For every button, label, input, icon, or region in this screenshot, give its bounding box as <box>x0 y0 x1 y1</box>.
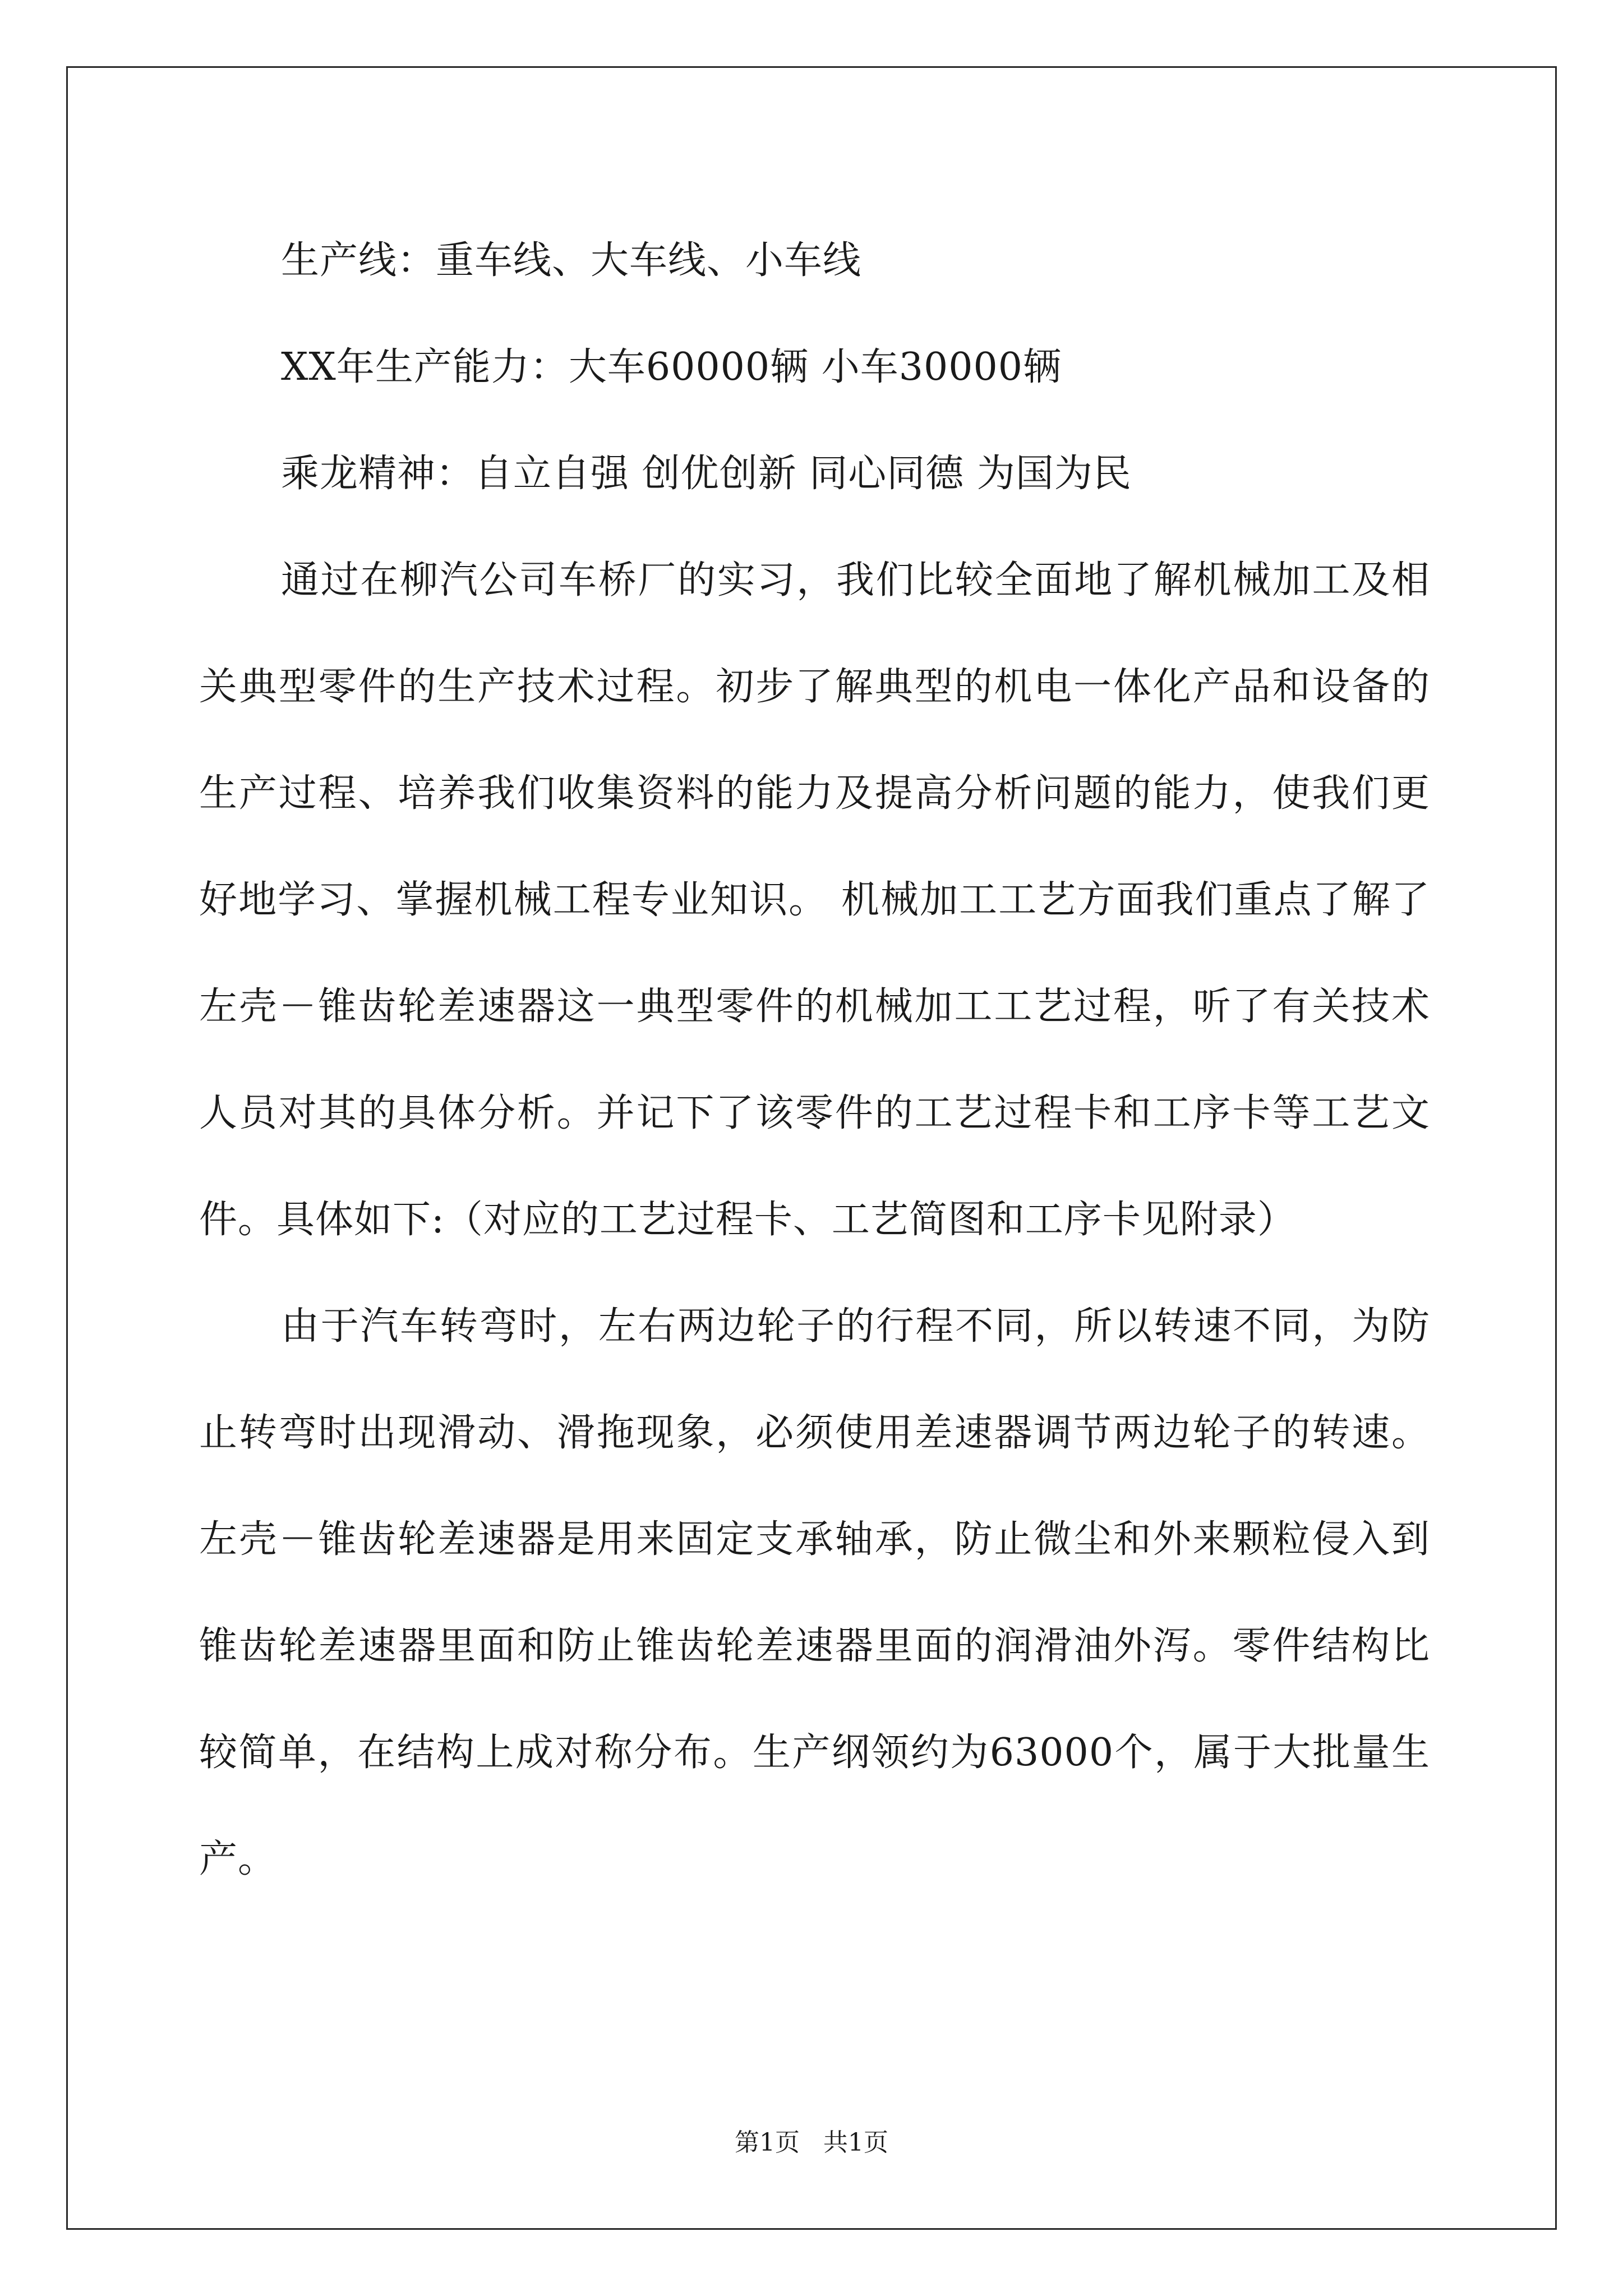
differential-paragraph: 由于汽车转弯时，左右两边轮子的行程不同，所以转速不同，为防止转弯时出现滑动、滑拖现象，必须使用差速器调节两边轮子的转速。左壳－锥齿轮差速器是用来固定支承轴承，防止微尘和外来颗粒侵入到锥齿轮差速器里面和防止锥齿轮差速器里面的润滑油外泻。零件结构比较简单，在结构上成对称分布。生产纲领约为63000个，属于大批量生产。 <box>199 1304 1430 1881</box>
production-capacity-text: XX年生产能力：大车60000辆 小车30000辆 <box>281 345 1062 389</box>
production-lines-text: 生产线：重车线、大车线、小车线 <box>281 238 862 283</box>
internship-paragraph: 通过在柳汽公司车桥厂的实习，我们比较全面地了解机械加工及相关典型零件的生产技术过程。初步了解典型的机电一体化产品和设备的生产过程、培养我们收集资料的能力及提高分析问题的能力，使我们更好地学习、掌握机械工程专业知识。 机械加工工艺方面我们重点了解了左壳－锥齿轮差速器这一典型零件的机械加工工艺过程，听了有关技术人员对其的具体分析。并记下了该零件的工艺过程卡和工序卡等工艺文件。具体如下:（对应的工艺过程卡、工艺简图和工序卡见附录） <box>199 558 1430 1242</box>
company-spirit-text: 乘龙精神：自立自强 创优创新 同心同德 为国为民 <box>281 452 1132 496</box>
page-footer: 第1页 共1页 <box>735 2128 888 2157</box>
document-body <box>199 208 1430 1913</box>
